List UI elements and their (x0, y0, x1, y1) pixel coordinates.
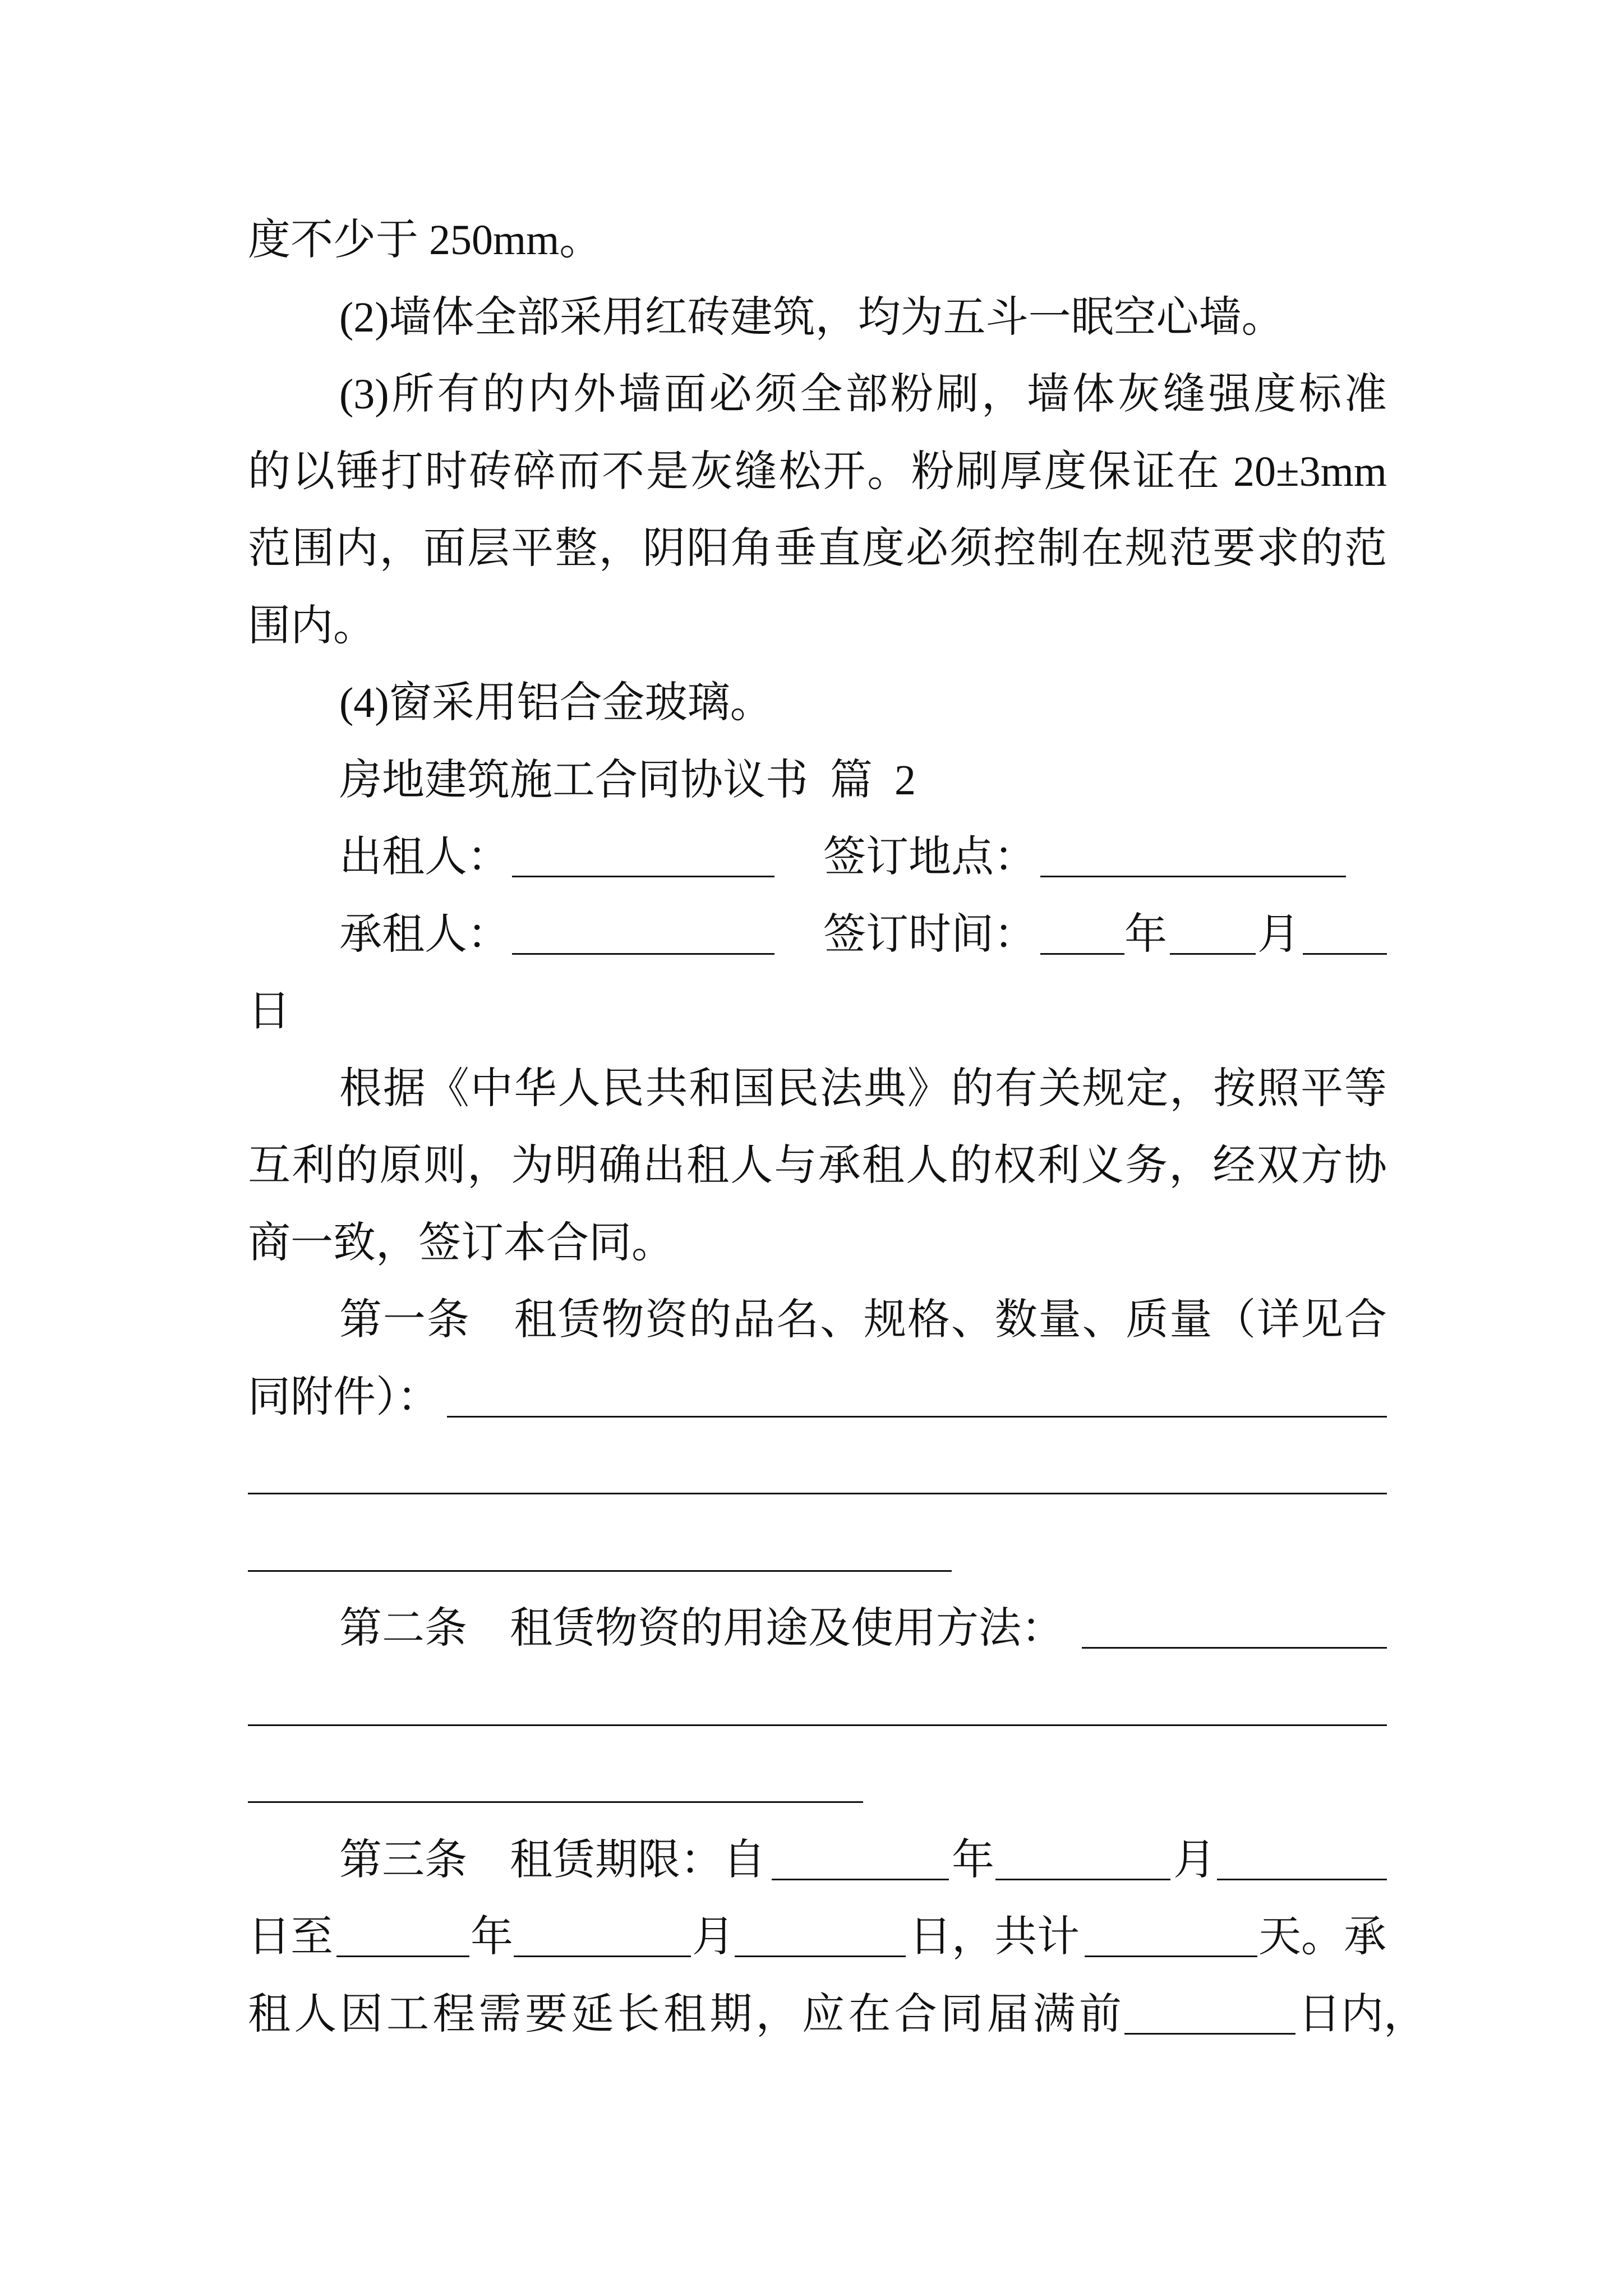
text-line (0, 434, 1623, 511)
text-line (0, 1976, 1623, 2054)
text-line (0, 1745, 1623, 1822)
text-line (0, 588, 1623, 665)
article-1-blank (248, 1436, 1387, 1494)
text-line (0, 1668, 1623, 1745)
text-line (0, 1359, 1623, 1437)
text-line (0, 665, 1623, 742)
section-heading: 房地建筑施工合同协议书 篇 2 (339, 756, 916, 804)
text-line (0, 1128, 1623, 1205)
article-2-blank (248, 1668, 1387, 1726)
text-line (0, 1899, 1623, 1976)
signing-day-blank (1303, 896, 1387, 955)
text-line (0, 742, 1623, 820)
signing-place-label: 签订地点： (823, 834, 1036, 881)
text-line (0, 896, 1623, 974)
article-1-blank (447, 1359, 1387, 1418)
end-month-label: 月 (692, 1913, 735, 1961)
text-line (0, 1590, 1623, 1668)
clause-3-line: 范围内，面层平整，阴阳角垂直度必须控制在规范要求的范 (248, 525, 1387, 572)
text-line (0, 1436, 1623, 1513)
total-days-blank (1085, 1899, 1257, 1957)
start-day-to-label: 日至 (248, 1913, 333, 1961)
article-2-blank (1082, 1590, 1387, 1649)
extension-text: 租人因工程需要延长租期，应在合同届满前 (248, 1990, 1122, 2038)
end-month-blank (514, 1899, 691, 1957)
total-days-label: 日，共计 (909, 1913, 1080, 1961)
clause-3-line: 的以锤打时砖碎而不是灰缝松开。粉刷厚度保证在 20±3mm (248, 448, 1387, 495)
start-year-blank (772, 1822, 949, 1880)
signing-year-blank (1040, 896, 1124, 955)
clause-3-line: 围内。 (248, 602, 376, 650)
end-year-label: 年 (471, 1913, 513, 1961)
text-line (0, 1282, 1623, 1359)
text-line (0, 973, 1623, 1051)
extension-days-blank (1124, 1976, 1295, 2035)
lessor-blank (512, 819, 774, 877)
clause-2: (2)墙体全部采用红砖建筑，均为五斗一眠空心墙。 (339, 293, 1284, 341)
article-2-title: 第二条 租赁物资的用途及使用方法： (339, 1605, 1064, 1652)
end-year-blank (336, 1899, 469, 1957)
article-1-blank (248, 1513, 952, 1572)
extension-tail: 日内， (1298, 1990, 1426, 2038)
text-line (0, 1513, 1623, 1591)
signing-month-blank (1170, 896, 1256, 955)
text-line (0, 1822, 1623, 1899)
article-3-title: 第三条 租赁期限：自 (339, 1836, 766, 1884)
text-line (0, 510, 1623, 588)
clause-3-line: (3)所有的内外墙面必须全部粉刷，墙体灰缝强度标准 (339, 371, 1387, 418)
days-label: 天。承 (1258, 1913, 1386, 1961)
lessee-blank (512, 896, 774, 955)
article-2-blank (248, 1745, 863, 1803)
signing-time-label: 签订时间： (823, 910, 1036, 958)
preamble-line: 根据《中华人民共和国民法典》的有关规定，按照平等 (339, 1065, 1387, 1112)
start-month-label: 月 (1173, 1836, 1216, 1884)
start-day-blank (1217, 1822, 1387, 1880)
text-line (0, 819, 1623, 896)
end-day-blank (735, 1899, 906, 1957)
day-label: 日 (248, 988, 291, 1035)
article-1-attachment-label: 同附件）： (248, 1373, 440, 1421)
text-line (0, 202, 1623, 279)
signing-place-blank (1040, 819, 1346, 877)
year-label: 年 (1124, 910, 1167, 958)
lessor-label: 出租人： (339, 834, 510, 881)
month-label: 月 (1257, 910, 1300, 958)
preamble-line: 商一致，签订本合同。 (248, 1219, 674, 1267)
start-year-label: 年 (952, 1836, 994, 1884)
text-line (0, 279, 1623, 357)
start-month-blank (995, 1822, 1170, 1880)
text-line (0, 356, 1623, 434)
clause-4: (4)窗采用铝合金玻璃。 (339, 679, 773, 726)
preamble-line: 互利的原则，为明确出租人与承租人的权利义务，经双方协 (248, 1142, 1387, 1189)
lessee-label: 承租人： (339, 910, 510, 958)
text-line (0, 1051, 1623, 1128)
text-line (0, 1205, 1623, 1282)
article-1-title: 第一条 租赁物资的品名、规格、数量、质量（详见合 (339, 1296, 1387, 1343)
paragraph-continuation: 度不少于 250mm。 (248, 217, 602, 264)
